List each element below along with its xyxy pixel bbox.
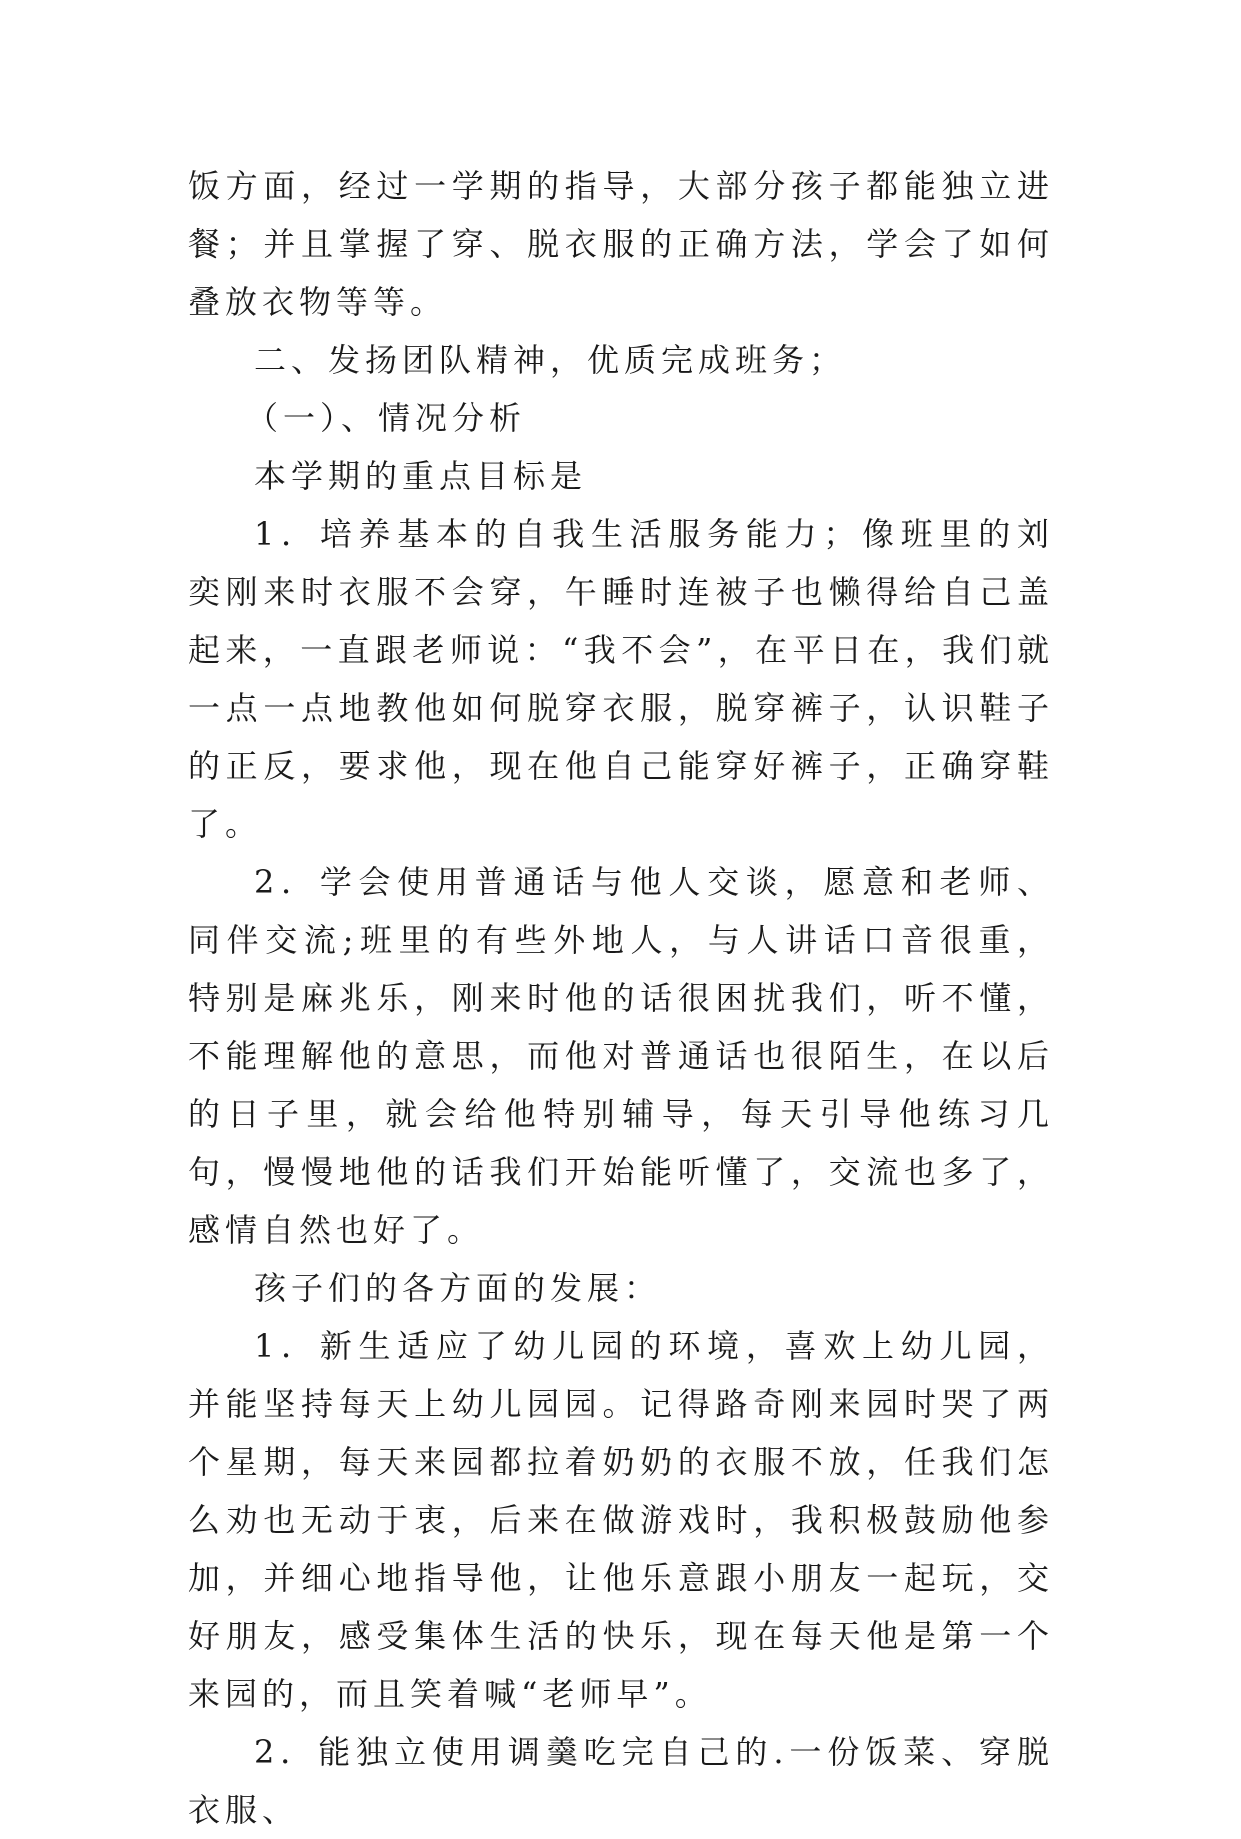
- paragraph-development-intro: 孩子们的各方面的发展：: [254, 1269, 662, 1307]
- subsection-heading: （一）、情况分析: [246, 399, 527, 437]
- paragraph-continuation: 饭方面，经过一学期的指导，大部分孩子都能独立进餐；并且掌握了穿、脱衣服的正确方法，学会了如何叠放衣物等等。: [188, 167, 1054, 321]
- paragraph-goal-1: 1．培养基本的自我生活服务能力；像班里的刘奕刚来时衣服不会穿，午睡时连被子也懒得给自己盖起来，一直跟老师说：“我不会”，在平日在，我们就一点一点地教他如何脱穿衣服，脱穿裤子，认识鞋子的正反，要求他，现在他自己能穿好裤子，正确穿鞋了。: [188, 515, 1054, 843]
- document-body: [188, 157, 1054, 1839]
- section-heading: 二、发扬团队精神，优质完成班务；: [254, 341, 847, 379]
- paragraph-goal-2: 2．学会使用普通话与他人交谈，愿意和老师、同伴交流;班里的有些外地人，与人讲话口音很重，特别是麻兆乐，刚来时他的话很困扰我们，听不懂，不能理解他的意思，而他对普通话也很陌生，在以后的日子里，就会给他特别辅导，每天引导他练习几句，慢慢地他的话我们开始能听懂了，交流也多了，感情自然也好了。: [188, 863, 1054, 1249]
- paragraph-development-2: 2．能独立使用调羹吃完自己的.一份饭菜、穿脱衣服、: [188, 1733, 1054, 1829]
- paragraph-goal-intro: 本学期的重点目标是: [254, 457, 588, 495]
- paragraph-development-1: 1．新生适应了幼儿园的环境，喜欢上幼儿园，并能坚持每天上幼儿园园。记得路奇刚来园时哭了两个星期，每天来园都拉着奶奶的衣服不放，任我们怎么劝也无动于衷，后来在做游戏时，我积极鼓励他参加，并细心地指导他，让他乐意跟小朋友一起玩，交好朋友，感受集体生活的快乐，现在每天他是第一个来园的，而且笑着喊“老师早”。: [188, 1327, 1054, 1713]
